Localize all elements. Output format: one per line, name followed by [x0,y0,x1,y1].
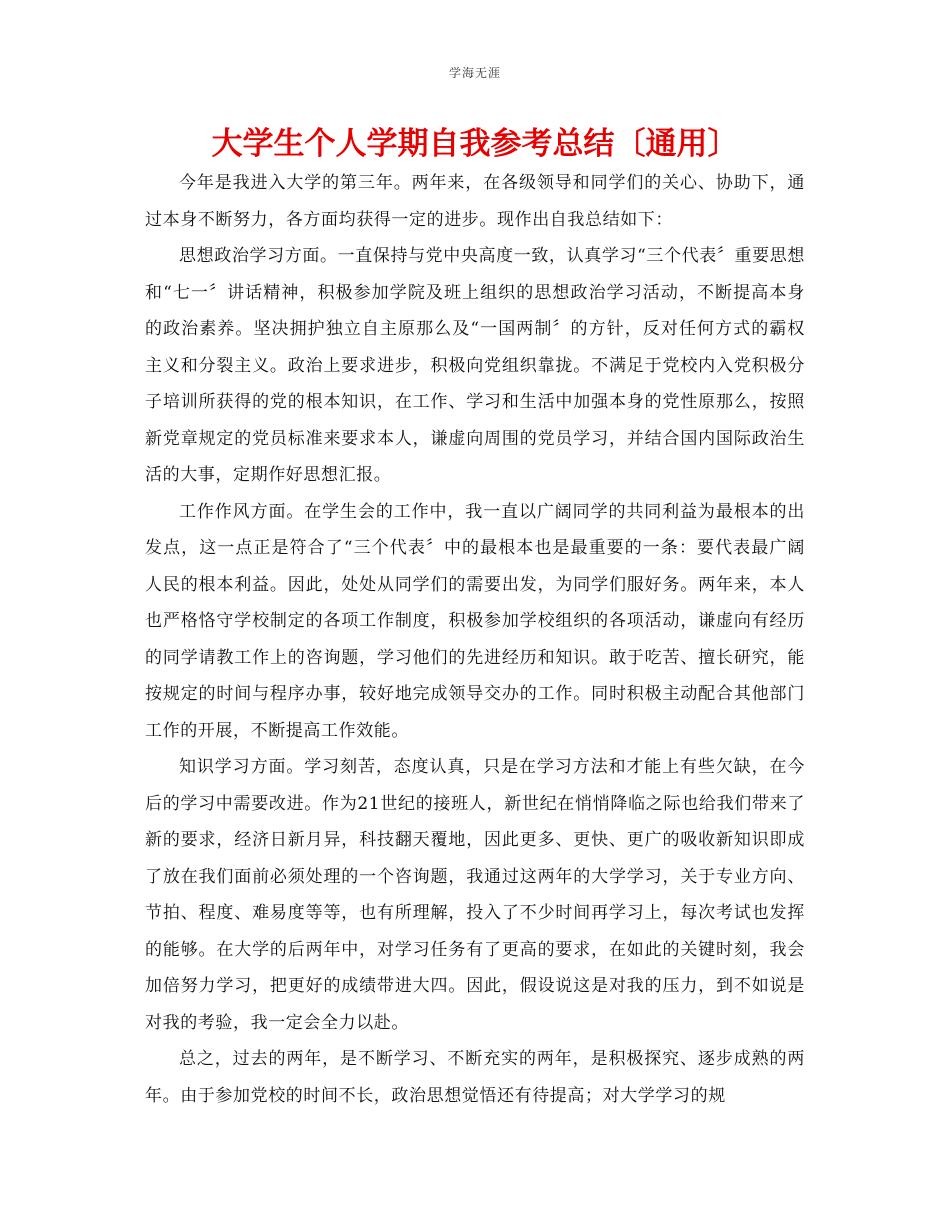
paragraph-political-study: 思想政治学习方面。一直保持与党中央高度一致，认真学习“三个代表〞重要思想和“七一〞讲话精神，积极参加学院及班上组织的思想政治学习活动，不断提高本身的政治素养。坚决拥护独立自主原那么及“一国两制〞的方针，反对任何方式的霸权主义和分裂主义。政治上要求进步，积极向党组织靠拢。不满足于党校内入党积极分子培训所获得的党的根本知识，在工作、学习和生活中加强本身的党性原那么，按照新党章规定的党员标准来要求本人，谦虚向周围的党员学习，并结合国内国际政治生活的大事，定期作好思想汇报。 [145,246,805,485]
paragraph-knowledge-study: 知识学习方面。学习刻苦，态度认真，只是在学习方法和才能上有些欠缺，在今后的学习中需要改进。作为21世纪的接班人，新世纪在悄悄降临之际也给我们带来了新的要求，经济日新月异，科技翻天覆地，因此更多、更快、更广的吸收新知识即成了放在我们面前必须处理的一个咨询题，我通过这两年的大学学习，关于专业方向、节拍、程度、难易度等等，也有所理解，投入了不少时间再学习上，每次考试也发挥的能够。在大学的后两年中，对学习任务有了更高的要求，在如此的关键时刻，我会加倍努力学习，把更好的成绩带进大四。因此，假设说这是对我的压力，到不如说是对我的考验，我一定会全力以赴。 [145,757,805,1033]
paragraph-summary: 总之，过去的两年，是不断学习、不断充实的两年，是积极探究、逐步成熟的两年。由于参加党校的时间不长，政治思想觉悟还有待提高；对大学学习的规 [145,1049,805,1106]
running-header: 学海无涯 [448,66,501,80]
document-body [145,165,805,1114]
document-title: 大学生个人学期自我参考总结〔通用〕 [211,126,739,162]
paragraph-work-style: 工作作风方面。在学生会的工作中，我一直以广阔同学的共同利益为最根本的出发点，这一点正是符合了“三个代表〞中的最根本也是最重要的一条：要代表最广阔人民的根本利益。因此，处处从同学们的需要出发，为同学们服好务。两年来，本人也严格恪守学校制定的各项工作制度，积极参加学校组织的各项活动，谦虚向有经历的同学请教工作上的咨询题，学习他们的先进经历和知识。敢于吃苦、擅长研究，能按规定的时间与程序办事，较好地完成领导交办的工作。同时积极主动配合其他部门工作的开展，不断提高工作效能。 [145,501,805,741]
paragraph-intro: 今年是我进入大学的第三年。两年来，在各级领导和同学们的关心、协助下，通过本身不断努力，各方面均获得一定的进步。现作出自我总结如下： [145,173,805,230]
